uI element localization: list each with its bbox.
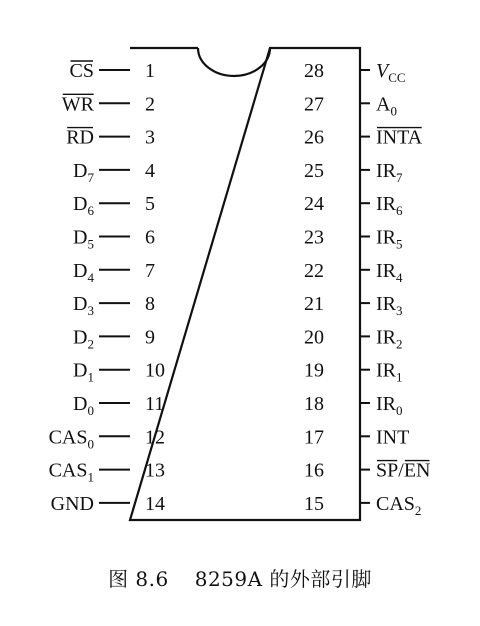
pin-20 bbox=[304, 326, 403, 351]
pin-number-17: 17 bbox=[304, 426, 324, 449]
pin-label-24 bbox=[376, 193, 403, 218]
pin-name-11: D bbox=[73, 393, 88, 415]
pin-number-1: 1 bbox=[145, 60, 155, 82]
pin-label-13 bbox=[49, 460, 94, 485]
pin-number-7: 7 bbox=[145, 259, 155, 282]
pin-label-28 bbox=[376, 60, 406, 85]
pin-name-12: CAS bbox=[48, 426, 88, 449]
pin-8 bbox=[73, 293, 155, 318]
pin-9 bbox=[73, 326, 155, 351]
pin-25 bbox=[304, 160, 403, 185]
pin-subscript-25: 7 bbox=[396, 169, 403, 185]
pin-3 bbox=[66, 127, 155, 149]
pin-subscript-9: 2 bbox=[87, 336, 94, 352]
pin-label-20 bbox=[376, 326, 403, 351]
pin-number-13: 13 bbox=[145, 459, 165, 482]
pin-subscript-18: 0 bbox=[396, 403, 403, 418]
pin-28 bbox=[304, 60, 406, 85]
pin-label-27 bbox=[376, 93, 397, 118]
pin-subscript-19: 1 bbox=[396, 369, 403, 385]
pin-number-5: 5 bbox=[145, 193, 155, 216]
pin-subscript-7: 4 bbox=[87, 269, 94, 285]
pin-number-11: 11 bbox=[145, 393, 165, 415]
pin-name-28: V bbox=[376, 60, 389, 82]
pin-17 bbox=[304, 426, 409, 448]
pin-label-5 bbox=[73, 193, 94, 218]
pin-subscript-6: 5 bbox=[87, 236, 94, 252]
pin-subscript-12: 0 bbox=[87, 436, 94, 452]
pin-18 bbox=[304, 393, 403, 418]
pin-subscript-5: 6 bbox=[87, 203, 94, 219]
pin-subscript-8: 3 bbox=[87, 303, 94, 319]
pin-name-26: INTA bbox=[376, 126, 423, 149]
pin-name-20: IR bbox=[376, 326, 396, 349]
pin-subscript-20: 2 bbox=[396, 336, 403, 352]
pin-10 bbox=[73, 360, 165, 385]
pin-label-6 bbox=[73, 227, 94, 252]
pin-name-5: D bbox=[73, 193, 88, 216]
pin-label-22 bbox=[376, 260, 403, 285]
pin-name-22: IR bbox=[376, 259, 396, 282]
pin-number-26: 26 bbox=[304, 126, 324, 149]
pin-subscript-23: 5 bbox=[396, 236, 403, 252]
pin-label-26 bbox=[376, 127, 423, 149]
figure-title: 8259A 的外部引脚 bbox=[194, 567, 372, 591]
pin-15 bbox=[304, 493, 421, 518]
pin-name-25: IR bbox=[376, 159, 396, 182]
pin-label-19 bbox=[376, 360, 403, 385]
pin-label-9 bbox=[73, 326, 94, 351]
pin-name-27: A bbox=[376, 93, 391, 116]
pin-name-21: IR bbox=[376, 293, 396, 316]
pin-number-27: 27 bbox=[304, 93, 324, 116]
left-pins bbox=[49, 60, 165, 515]
pin-subscript-22: 4 bbox=[396, 269, 403, 285]
pin-19 bbox=[304, 360, 403, 385]
chip-notch bbox=[198, 48, 270, 76]
pin-number-24: 24 bbox=[304, 193, 324, 216]
pin-name-15: CAS bbox=[376, 492, 415, 515]
figure-caption bbox=[0, 563, 480, 592]
pin-number-4: 4 bbox=[145, 159, 155, 182]
pin-12 bbox=[49, 426, 165, 451]
pin-number-9: 9 bbox=[145, 326, 155, 349]
pin-number-6: 6 bbox=[145, 226, 155, 249]
pin-24 bbox=[304, 193, 403, 218]
pin-11 bbox=[73, 393, 164, 418]
pin-name-10: D bbox=[73, 359, 88, 382]
pin-name-16: SP bbox=[376, 459, 399, 482]
pin-label-16 bbox=[376, 460, 430, 482]
pin-6 bbox=[73, 227, 155, 252]
pin-label-11 bbox=[73, 393, 94, 418]
pin-name-alt-16: EN bbox=[403, 459, 431, 482]
pin-name-19: IR bbox=[376, 359, 396, 382]
pin-name-18: IR bbox=[376, 393, 396, 415]
pin-16 bbox=[304, 460, 430, 482]
pin-separator-16: / bbox=[398, 459, 404, 482]
pin-number-15: 15 bbox=[304, 492, 324, 515]
pin-name-7: D bbox=[73, 259, 88, 282]
pin-subscript-4: 7 bbox=[87, 169, 94, 185]
pin-number-18: 18 bbox=[304, 393, 324, 415]
pin-label-8 bbox=[73, 293, 94, 318]
pin-label-15 bbox=[376, 493, 421, 518]
pin-5 bbox=[73, 193, 155, 218]
pin-number-21: 21 bbox=[304, 293, 324, 316]
pin-number-16: 16 bbox=[304, 459, 324, 482]
pin-22 bbox=[304, 260, 403, 285]
pin-name-17: INT bbox=[376, 426, 410, 449]
pin-13 bbox=[49, 460, 165, 485]
pin-number-14: 14 bbox=[145, 492, 165, 515]
pin-label-14 bbox=[51, 493, 94, 515]
pin-27 bbox=[304, 93, 397, 118]
pin-number-12: 12 bbox=[145, 426, 165, 449]
pin-name-14: GND bbox=[50, 492, 94, 515]
pin-label-1 bbox=[70, 60, 94, 82]
pin-subscript-28: CC bbox=[388, 70, 406, 85]
pin-name-9: D bbox=[73, 326, 88, 349]
pin-1 bbox=[70, 60, 155, 82]
pin-number-22: 22 bbox=[304, 259, 324, 282]
pin-name-8: D bbox=[73, 293, 88, 316]
pin-name-13: CAS bbox=[48, 459, 88, 482]
right-pins bbox=[304, 60, 430, 518]
pin-number-23: 23 bbox=[304, 226, 324, 249]
pin-name-2: WR bbox=[61, 93, 94, 116]
pin-subscript-21: 3 bbox=[396, 303, 403, 319]
pin-subscript-27: 0 bbox=[390, 103, 397, 119]
pin-2 bbox=[62, 93, 155, 115]
pin-number-19: 19 bbox=[304, 359, 324, 382]
pin-4 bbox=[73, 160, 155, 185]
pin-subscript-11: 0 bbox=[87, 403, 94, 418]
pin-number-28: 28 bbox=[304, 60, 324, 82]
pin-subscript-15: 2 bbox=[414, 502, 422, 518]
pin-subscript-10: 1 bbox=[87, 369, 94, 385]
pin-label-17 bbox=[376, 426, 409, 448]
pin-name-23: IR bbox=[376, 226, 396, 249]
chip-body bbox=[130, 48, 360, 520]
pin-name-1: CS bbox=[69, 60, 94, 82]
pin-label-12 bbox=[49, 426, 94, 451]
figure-number: 图 8.6 bbox=[108, 567, 169, 591]
pin-number-8: 8 bbox=[145, 293, 155, 316]
pin-number-10: 10 bbox=[145, 359, 165, 382]
pin-label-2 bbox=[62, 93, 95, 115]
pin-label-4 bbox=[73, 160, 94, 185]
pin-name-24: IR bbox=[376, 193, 396, 216]
pin-subscript-24: 6 bbox=[396, 203, 403, 219]
pin-subscript-13: 1 bbox=[87, 469, 94, 485]
pin-number-2: 2 bbox=[145, 93, 155, 116]
pin-label-18 bbox=[376, 393, 403, 418]
pin-name-3: RD bbox=[66, 126, 94, 149]
pin-number-20: 20 bbox=[304, 326, 324, 349]
pin-name-6: D bbox=[73, 226, 88, 249]
pin-label-3 bbox=[66, 127, 94, 149]
pin-26 bbox=[304, 127, 423, 149]
pin-label-25 bbox=[376, 160, 403, 185]
pin-number-25: 25 bbox=[304, 159, 324, 182]
pin-label-23 bbox=[376, 227, 403, 252]
pin-label-7 bbox=[73, 260, 94, 285]
pin-name-4: D bbox=[73, 159, 88, 182]
pin-label-10 bbox=[73, 360, 94, 385]
pin-21 bbox=[304, 293, 403, 318]
pin-number-3: 3 bbox=[145, 126, 155, 149]
pin-7 bbox=[73, 260, 155, 285]
pin-label-21 bbox=[376, 293, 403, 318]
pin-23 bbox=[304, 227, 403, 252]
pin-14 bbox=[51, 493, 165, 515]
